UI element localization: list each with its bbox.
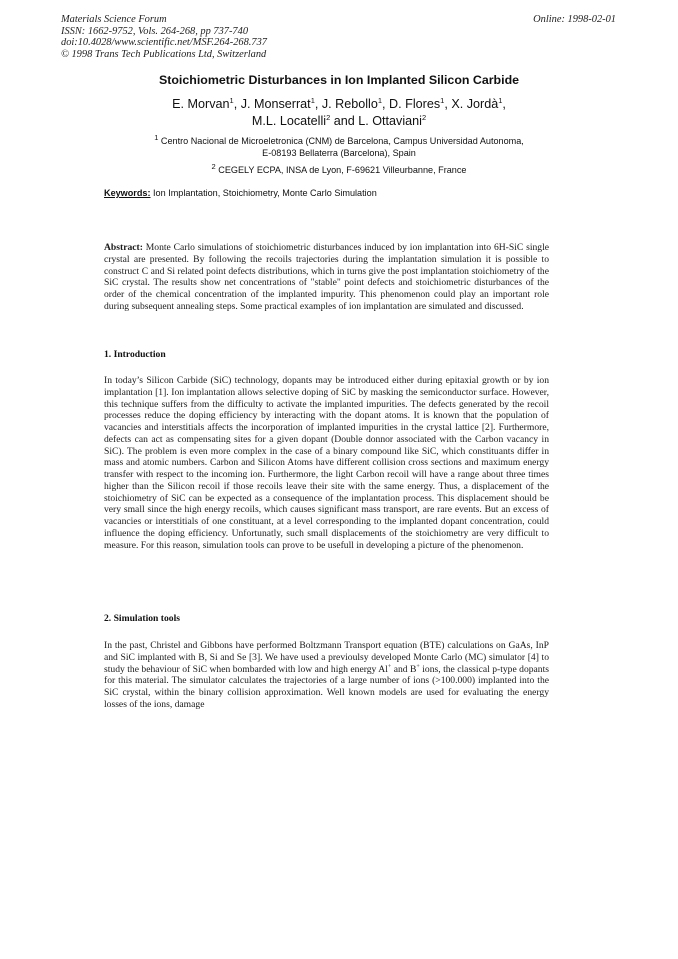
section-heading-simulation: 2. Simulation tools xyxy=(104,613,180,624)
paper-title: Stoichiometric Disturbances in Ion Implanted Silicon Carbide xyxy=(158,73,520,87)
issn-line: ISSN: 1662-9752, Vols. 264-268, pp 737-740 xyxy=(61,25,249,37)
journal-header xyxy=(61,14,267,60)
author-name: J. Rebollo xyxy=(321,97,378,111)
online-date: Online: 1998-02-01 xyxy=(533,14,616,25)
abstract-text: Monte Carlo simulations of stoichiometric disturbances induced by ion implantation into 6H-SiC single crystal are presented. By following the recoils trajectories during the implantation simulation it is possible to construct C and Si related point defects distributions, which in turns give the post implantation stoichiometry of the SiC crystal. The results show net concentrations of "stable" point defects and stoichiometric disturbances of the order of the chemical concentration of the implanted impurity. This phenomenon could play an important role during subsequent annealing steps. Some practical examples of ion implantation are simulated and discussed. xyxy=(104,242,550,312)
keywords-text: Ion Implantation, Stoichiometry, Monte Carlo Simulation xyxy=(153,188,377,198)
doi-line: doi:10.4028/www.scientific.net/MSF.264-268.737 xyxy=(61,37,267,48)
copyright-line: © 1998 Trans Tech Publications Ltd, Switzerland xyxy=(61,48,267,60)
simulation-text: In the past, Christel and Gibbons have performed Boltzmann Transport equation (BTE) calculations on GaAs, InP and SiC implanted with B, Si and Se [3]. We have used a previoulsy developed Monte Carlo (MC) simulator [4] to study the behaviour of SiC when bombarded with low and high energy Al+ and B+ ions, the classical p-type dopants for this material. The simulator calculates the trajectories of a large number of ions (>100.000) implanted into the SiC crystal, within the binary collision approximation. Well known models are used for evaluating the energy losses of the ions, damage xyxy=(104,640,549,710)
abstract xyxy=(104,242,549,313)
affiliation-1: $^1$ Centro Nacional de Microeletronica (CNM) de Barcelona, Campus Universidad Autonoma, E-08193 Bellaterra (Barcelona), Spain xyxy=(154,132,524,158)
author-name: L. Ottaviani xyxy=(358,114,422,128)
author-name: X. Jordà xyxy=(451,97,499,111)
journal-name: Materials Science Forum xyxy=(61,14,167,25)
keywords-label: Keywords: xyxy=(104,188,151,198)
author-name: E. Morvan xyxy=(172,97,230,111)
affiliation-2: $^2$ CEGELY ECPA, INSA de Lyon, F-69621 Villeurbanne, France xyxy=(211,161,467,175)
author-name: D. Flores xyxy=(389,97,441,111)
introduction-text: In today’s Silicon Carbide (SiC) technology, dopants may be introduced either during epitaxial growth or by ion implantation [1]. Ion implantation allows selective doping of SiC by masking the semiconductor surface. However, this technique suffers from the difficulty to activate the implanted impurities. The defects generated by the recoil processes reduce the doping efficiency by interacting with the dopant atoms. It is known that the population of vacancies and interstitials affects the incorporation of implanted impurities in the crystal lattice [2]. Furthermore, defects can act as compensating sites for a given dopant (Double donnor associated with the Carbon vacancy in SiC). The problem is even more complex in the case of a binary compound like SiC, which constituants differ in mass and atomic numbers. Carbon and Silicon Atoms have different collision cross sections and maximum energy transfer with respect to the incoming ion. Furthermore, the light Carbon recoil will have a range about three times higher than the Silicon recoil if those recoils leave their site with the same energy. Thus, a displacement of the stoichiometry of SiC can be expected as a consequence of the implantation process. This displacement should be very small since the high energy recoils, which causes significant mass transport, are rare events. But an excess of vacancies or interstitials of one constituant, at a level corresponding to the implanted dopant concentration, could influence the doping efficiency. Unfortunatly, such small displacements of the stoichiometry are very difficult to measure. For this reason, simulation tools can prove to be usefull in developing a picture of the phenomenon. xyxy=(104,375,549,551)
section-heading-introduction: 1. Introduction xyxy=(104,349,166,360)
abstract-label: Abstract: xyxy=(104,242,143,253)
author-name: M.L. Locatelli xyxy=(251,114,327,128)
keywords xyxy=(104,188,377,198)
author-list: E. Morvan$^1$, J. Monserrat$^1$, J. Rebollo$^1$, D. Flores$^1$, X. Jordà$^1$, M.L. Locatelli$^2$ and L. Ottaviani$^2$ xyxy=(172,95,506,128)
author-name: J. Monserrat xyxy=(240,97,311,111)
